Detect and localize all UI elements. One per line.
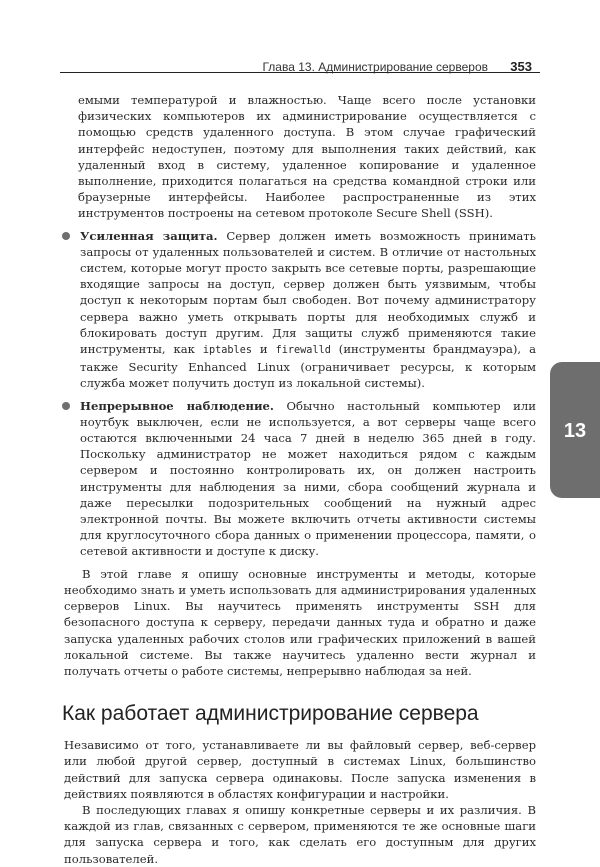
bullet-text: (инструменты брандмауэра), а также Security Enhanced Linux (ограничивает ресурсы, к которым служба может получить доступ из локальной системы).: [80, 342, 536, 391]
bullet-list: [64, 228, 536, 560]
bullet-text: и: [251, 342, 276, 357]
bullet-item-continuous-monitoring: [64, 398, 536, 560]
page-body: [64, 92, 536, 867]
bullet-dot-icon: [62, 402, 70, 410]
section-paragraph-1: Независимо от того, устанавливаете ли вы файловый сервер, веб-сервер или любой другой сервер, доступный в системах Linux, большинство действий для запуска сервера одинаковы. После запуска изменения в действиях появляются в областях конфигурации и настройки.: [64, 738, 536, 801]
bullet-dot-icon: [62, 232, 70, 240]
code-firewalld: firewalld: [275, 345, 331, 357]
chapter-tab-number: 13: [563, 420, 587, 442]
running-header-title: Глава 13. Администрирование серверов: [262, 60, 488, 74]
section-heading: Как работает администрирование сервера: [62, 702, 479, 726]
section-paragraph-2: В последующих главах я опишу конкретные серверы и их различия. В каждой из глав, связанных с сервером, применяются те же основные шаги для запуска сервера и того, как сделать его доступным для других пользователей.: [64, 802, 536, 866]
chapter-intro-paragraph: В этой главе я опишу основные инструменты и методы, которые необходимо знать и уметь использовать для администрирования удаленных серверов Linux. Вы научитесь применять инструменты SSH для безопасного доступа к серверу, передачи данных туда и обратно и даже запуска удаленных рабочих столов или графических приложений в вашей локальной системе. Вы также научитесь удаленно вести журнал и получать отчеты о работе системы, непрерывно наблюдая за ней.: [64, 566, 536, 678]
continued-bullet-text: емыми температурой и влажностью. Чаще всего после установки физических компьютеров их администрирование осуществляется с помощью средств удаленного доступа. В этом случае графический интерфейс недоступен, поэтому для выполнения таких действий, как удаленный вход в систему, удаленное копирование и удаленное выполнение, приходится полагаться на средства командной строки или браузерные интерфейсы. Наиболее распространенные из этих инструментов построены на сетевом протоколе Secure Shell (SSH).: [78, 93, 536, 221]
bullet-text: Сервер должен иметь возможность принимать запросы от удаленных пользователей и систем. В отличие от настольных систем, которые могут просто закрыть все сетевые порты, разрешающие входящие запросы на доступ, сервер должен быть уязвимым, чтобы доступ к некоторым портам был свободен. Вот почему администратору сервера важно уметь открывать порты для необходимых служб и блокировать доступ другим. Для защиты служб применяются такие инструменты, как: [80, 228, 536, 357]
code-iptables: iptables: [202, 345, 252, 357]
bullet-term: Усиленная защита.: [80, 228, 218, 243]
bullet-term: Непрерывное наблюдение.: [80, 398, 274, 413]
page-number: 353: [510, 59, 532, 74]
running-header: [60, 44, 540, 73]
bullet-item-hardened-security: [64, 228, 536, 392]
bullet-text: Обычно настольный компьютер или ноутбук выключен, если не используется, а вот серверы чаще всего остаются включенными 24 часа 7 дней в неделю 365 дней в году. Поскольку администратор не может находиться рядом с каждым сервером и постоянно контролировать их, он должен настроить инструменты для наблюдения за ними, сбора сообщений журнала и даже пересылки подозрительных сообщений на нужный адрес электронной почты. Вы можете включить отчеты активности системы для круглосуточного сбора данных о применении процессора, памяти, о сетевой активности и доступе к диску.: [80, 398, 536, 559]
chapter-thumb-tab: [550, 362, 600, 498]
